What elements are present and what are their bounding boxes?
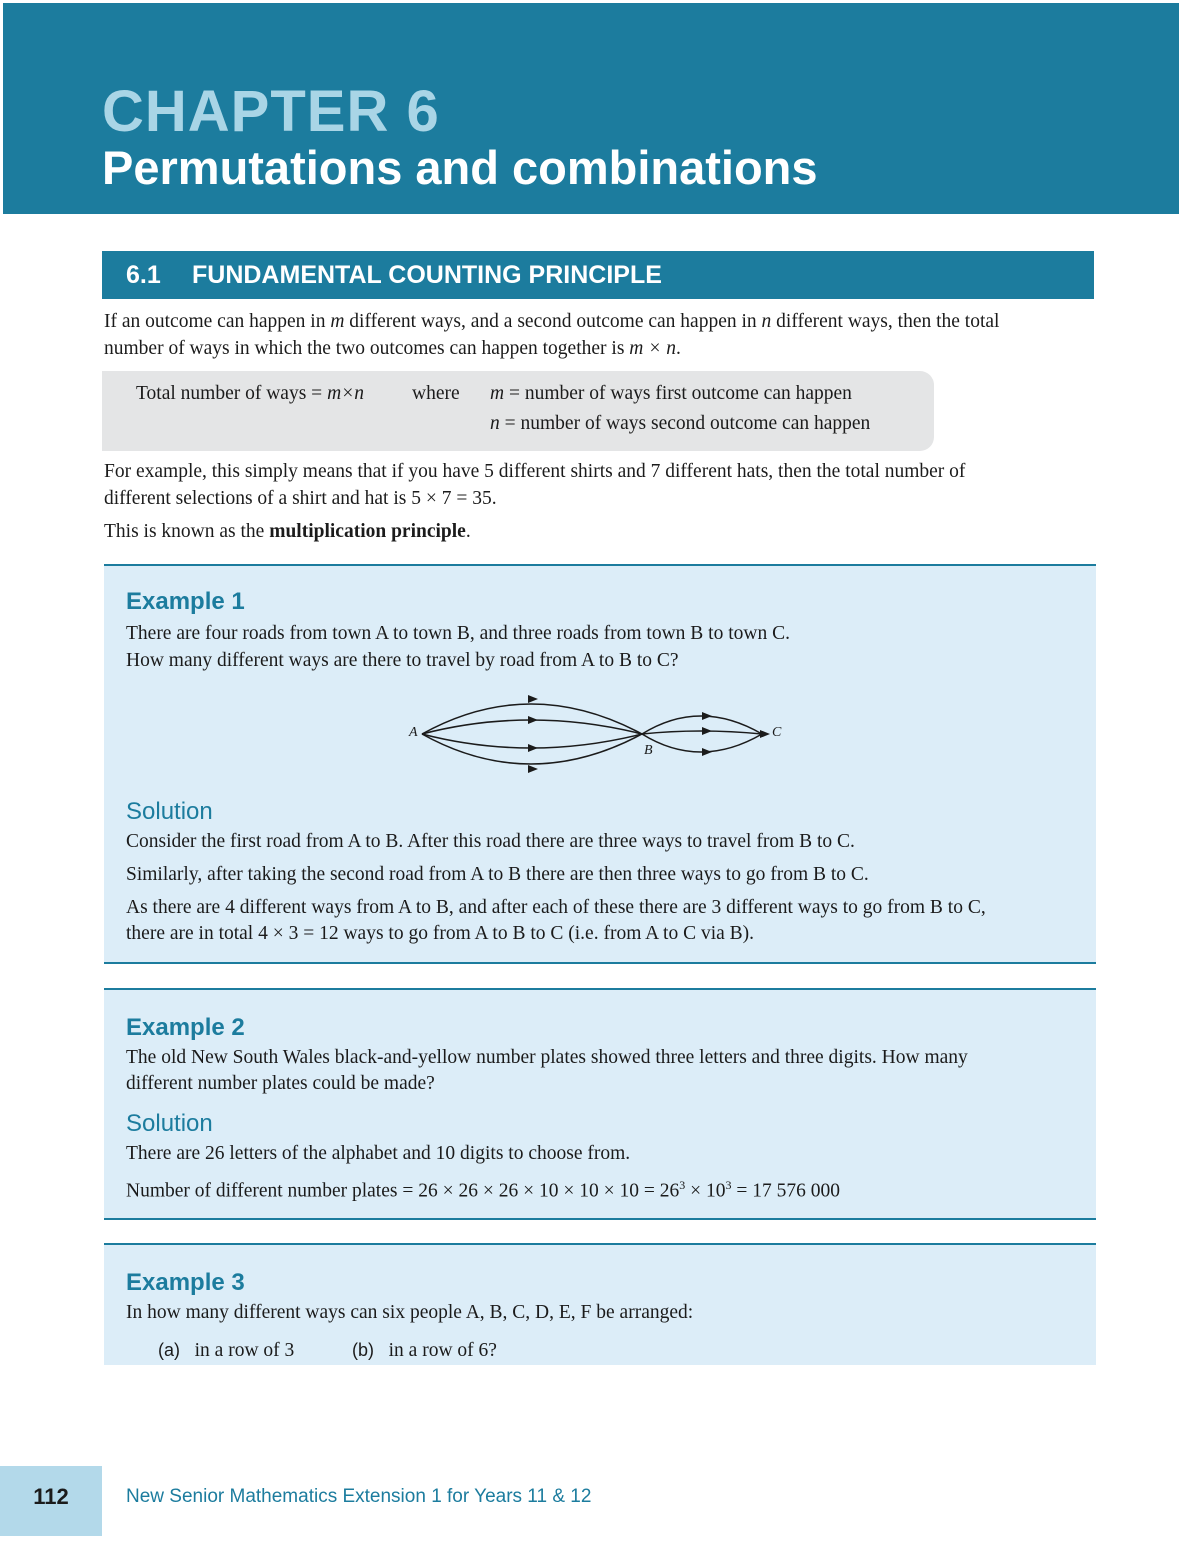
principle-text: This is known as the [104, 521, 270, 542]
chapter-number: CHAPTER 6 [102, 79, 440, 144]
principle-paragraph [104, 518, 471, 545]
example-2-box [104, 988, 1096, 1220]
intro-var-n: n [761, 311, 772, 332]
example-1-solution-line: Similarly, after taking the second road from A to B there are then three ways to go from B to C. [126, 864, 869, 885]
example-1-solution-line: there are in total 4 × 3 = 12 ways to go from A to B to C (i.e. from A to C via B). [126, 923, 755, 944]
intro-text: number of ways in which the two outcomes can happen together is [104, 338, 630, 359]
formula-n-var: n [490, 413, 500, 434]
intro-text: . [676, 338, 681, 359]
arrow-icon [528, 765, 538, 773]
town-label-a: A [409, 725, 418, 740]
part-label: (a) [158, 1340, 180, 1360]
example-1-title: Example 1 [126, 588, 245, 615]
example-1-solution-line: As there are 4 different ways from A to B, and after each of these there are 3 different ways to go from B to C, [126, 897, 986, 918]
example-1-box [104, 564, 1096, 964]
section-title: FUNDAMENTAL COUNTING PRINCIPLE [192, 261, 662, 289]
calc-part: Number of different number plates = 26 × 26 × 26 × 10 × 10 × 10 = 26 [126, 1180, 680, 1202]
arrow-icon [760, 730, 770, 738]
principle-text: . [465, 521, 471, 542]
arrow-icon [528, 716, 538, 724]
intro-var-m: m [330, 311, 345, 332]
formula-lhs-text: Total number of ways = [136, 383, 328, 404]
section-heading [102, 251, 1094, 299]
example-1-question-line: How many different ways are there to travel by road from A to B to C? [126, 650, 679, 671]
calc-part: = 17 576 000 [731, 1180, 840, 1202]
intro-text: different ways, then the total [771, 311, 1000, 332]
example-2-solution-title: Solution [126, 1110, 213, 1137]
formula-lhs [136, 383, 364, 405]
formula-n-text: = number of ways second outcome can happen [499, 413, 871, 434]
example-2-solution-line: There are 26 letters of the alphabet and 10 digits to choose from. [126, 1143, 631, 1164]
example-1-question-line: There are four roads from town A to town B, and three roads from town B to town C. [126, 623, 790, 644]
part-text: in a row of 6? [388, 1340, 497, 1361]
formula-box [102, 371, 934, 451]
formula-lhs-math: m×n [327, 383, 365, 404]
arrow-icon [528, 744, 538, 752]
formula-where: where [412, 383, 460, 404]
arrow-icon [528, 695, 538, 703]
section-number: 6.1 [126, 261, 161, 289]
arrow-icon [702, 727, 712, 735]
example-3-part-a [158, 1337, 294, 1364]
example-2-question-line: different number plates could be made? [126, 1073, 435, 1094]
intro-paragraph [104, 308, 999, 362]
example-text-line: different selections of a shirt and hat is 5 × 7 = 35. [104, 488, 497, 509]
calc-exponent: 3 [679, 1178, 686, 1192]
example-text-line: For example, this simply means that if you have 5 different shirts and 7 different hats, then the total number of [104, 461, 966, 482]
example-1-solution-title: Solution [126, 798, 213, 825]
example-1-solution-line: Consider the first road from A to B. After this road there are three ways to travel from B to C. [126, 831, 855, 852]
example-2-title: Example 2 [126, 1014, 245, 1041]
example-3-box [104, 1243, 1096, 1365]
book-title: New Senior Mathematics Extension 1 for Years 11 & 12 [126, 1486, 592, 1507]
formula-m-text: = number of ways first outcome can happen [504, 383, 852, 404]
example-2-question-line: The old New South Wales black-and-yellow number plates showed three letters and three digits. How many [126, 1047, 968, 1068]
formula-n-definition [490, 413, 870, 435]
part-text: in a row of 3 [194, 1340, 295, 1361]
example-paragraph [104, 458, 965, 512]
chapter-title: Permutations and combinations [102, 141, 818, 194]
intro-text: different ways, and a second outcome can happen in [344, 311, 762, 332]
example-3-question-line: In how many different ways can six people A, B, C, D, E, F be arranged: [126, 1302, 694, 1323]
intro-math: m × n [629, 338, 677, 359]
intro-text: If an outcome can happen in [104, 311, 331, 332]
formula-m-var: m [490, 383, 505, 404]
calc-part: × 10 [685, 1180, 726, 1202]
example-3-part-b [352, 1337, 497, 1364]
roads-diagram [400, 684, 790, 776]
town-label-b: B [644, 743, 653, 758]
arrow-icon [702, 748, 712, 756]
example-3-title: Example 3 [126, 1269, 245, 1296]
arrow-icon [702, 712, 712, 720]
example-2-solution-calc [126, 1172, 840, 1205]
part-label: (b) [352, 1340, 374, 1360]
page-number: 112 [0, 1466, 102, 1536]
formula-m-definition [490, 383, 852, 405]
calc-exponent: 3 [725, 1178, 732, 1192]
principle-bold: multiplication principle [269, 521, 466, 542]
town-label-c: C [772, 725, 782, 740]
